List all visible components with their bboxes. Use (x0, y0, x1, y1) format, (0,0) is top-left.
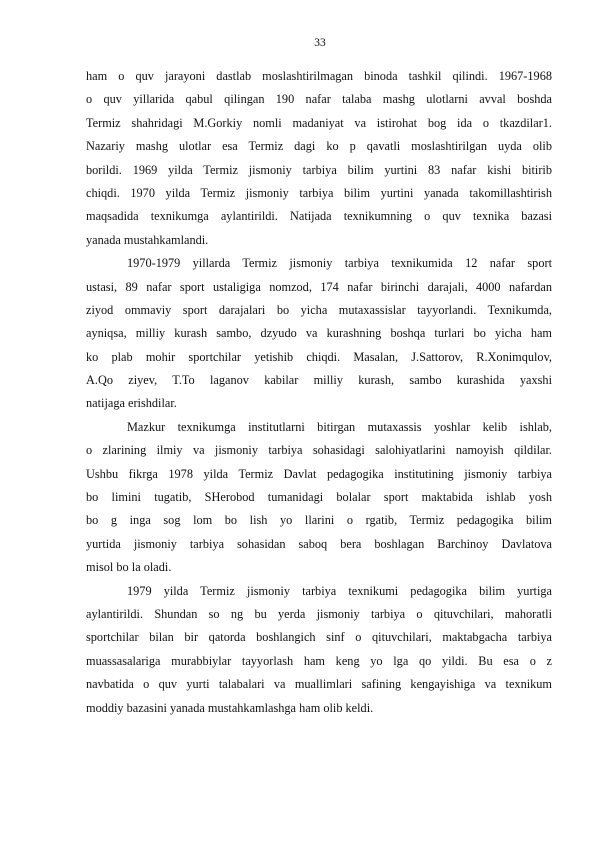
text-line: misol bo la oladi. (86, 560, 172, 575)
text-line: ayniqsa, milliy kurash sambo, dzyudo va kurashning boshqa turlari bo yicha ham (86, 326, 552, 341)
text-line: muassasalariga murabbiylar tayyorlash ham keng yo lga qo yildi. Bu esa o z (86, 653, 552, 668)
text-line: ko plab mohir sportchilar yetishib chiqdi. Masalan, J.Sattorov, R.Xonimqulov, (86, 349, 552, 364)
text-line: 1970-1979 yillarda Termiz jismoniy tarbiya texnikumida 12 nafar sport (127, 256, 552, 271)
text-line: moddiy bazasini yanada mustahkamlashga ham olib keldi. (86, 700, 374, 715)
text-line: maqsadida texnikumga aylantirildi. Natijada texnikumning o quv texnika bazasi (86, 209, 552, 224)
text-line: aylantirildi. Shundan so ng bu yerda jismoniy tarbiya o qituvchilari, mahoratli (86, 606, 552, 621)
text-line: 1979 yilda Termiz jismoniy tarbiya texnikumi pedagogika bilim yurtiga (127, 583, 552, 598)
text-line: A.Qo ziyev, T.To laganov kabilar milliy kurash, sambo kurashida yaxshi (86, 373, 552, 388)
text-line: Mazkur texnikumga institutlarni bitirgan mutaxassis yoshlar kelib ishlab, (127, 419, 552, 434)
text-line: Termiz shahridagi M.Gorkiy nomli madaniyat va istirohat bog ida o tkazdilar1. (86, 115, 552, 130)
text-line: yanada mustahkamlandi. (86, 232, 209, 247)
text-line: chiqdi. 1970 yilda Termiz jismoniy tarbiya bilim yurtini yanada takomillashtirish (86, 185, 552, 200)
text-line: Ushbu fikrga 1978 yilda Termiz Davlat pedagogika institutining jismoniy tarbiya (86, 466, 552, 481)
text-line: Nazariy mashg ulotlar esa Termiz dagi ko p qavatli moslashtirilgan uyda olib (86, 139, 552, 154)
body-text (86, 65, 552, 720)
text-line: ustasi, 89 nafar sport ustaligiga nomzod, 174 nafar birinchi darajali, 4000 nafardan (86, 279, 552, 294)
text-line: natijaga erishdilar. (86, 396, 177, 411)
text-line: bo g inga sog lom bo lish yo llarini o rgatib, Termiz pedagogika bilim (86, 513, 552, 528)
text-line: navbatida o quv yurti talabalari va muallimlari safining kengayishiga va texnikum (86, 677, 552, 692)
text-line: o quv yillarida qabul qilingan 190 nafar talaba mashg ulotlarni avval boshda (86, 92, 552, 107)
text-line: bo limini tugatib, SHerobod tumanidagi bolalar sport maktabida ishlab yosh (86, 490, 552, 505)
text-line: o zlarining ilmiy va jismoniy tarbiya sohasidagi salohiyatlarini namoyish qildilar. (86, 443, 552, 458)
text-line: yurtida jismoniy tarbiya sohasidan saboq bera boshlagan Barchinoy Davlatova (86, 536, 552, 551)
text-line: ham o quv jarayoni dastlab moslashtirilmagan binoda tashkil qilindi. 1967-1968 (86, 69, 552, 83)
text-line: sportchilar bilan bir qatorda boshlangich sinf o qituvchilari, maktabgacha tarbiya (86, 630, 552, 645)
text-line: ziyod ommaviy sport darajalari bo yicha mutaxassislar tayyorlandi. Texnikumda, (86, 302, 552, 317)
text-line: borildi. 1969 yilda Termiz jismoniy tarbiya bilim yurtini 83 nafar kishi bitirib (86, 162, 552, 177)
page-number: 33 (314, 37, 326, 49)
